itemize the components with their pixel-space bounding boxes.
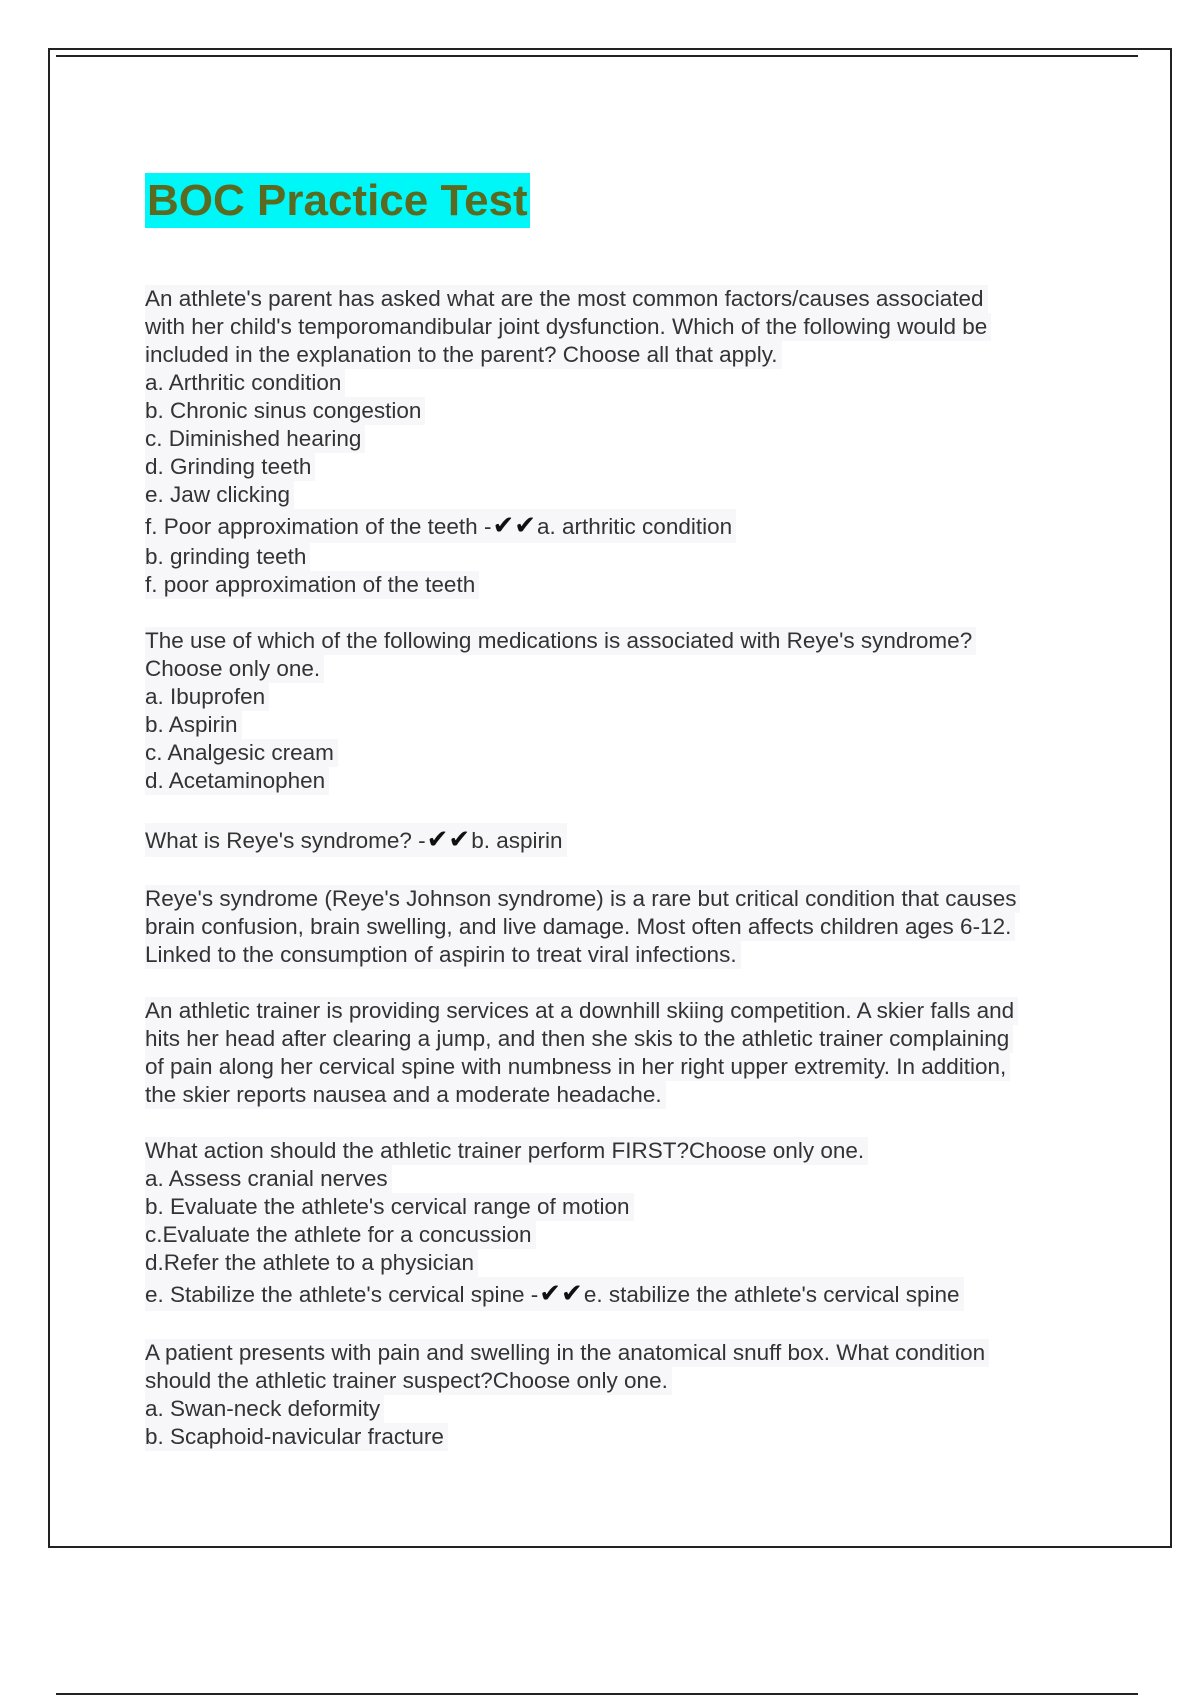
question-1-answer-line [145,509,736,543]
question-3-answer: b. aspirin [471,828,563,853]
checkmark-icon: ✔✔ [426,824,471,854]
question-3 [145,823,1085,857]
question-1-answer: f. poor approximation of the teeth [145,571,479,599]
scenario-line: of pain along her cervical spine with numbness in her right upper extremity. In addition, [145,1053,1010,1081]
question-5 [145,1339,1085,1451]
question-2-option: c. Analgesic cream [145,739,338,767]
question-4-last-option: e. Stabilize the athlete's cervical spine - [145,1282,539,1307]
question-1 [145,285,1085,599]
explanation-line: brain confusion, brain swelling, and live damage. Most often affects children ages 6-12. [145,913,1015,941]
question-5-prompt-line: should the athletic trainer suspect?Choose only one. [145,1367,672,1395]
question-5-option: a. Swan-neck deformity [145,1395,384,1423]
page-title: BOC Practice Test [145,173,530,228]
question-1-prompt-line: An athlete's parent has asked what are the most common factors/causes associated [145,285,988,313]
question-4-option: c.Evaluate the athlete for a concussion [145,1221,536,1249]
question-2-option: a. Ibuprofen [145,683,269,711]
question-5-option: b. Scaphoid-navicular fracture [145,1423,448,1451]
scenario-line: An athletic trainer is providing services at a downhill skiing competition. A skier falls and [145,997,1018,1025]
question-1-prompt-line: with her child's temporomandibular joint dysfunction. Which of the following would be [145,313,991,341]
explanation-line: Linked to the consumption of aspirin to treat viral infections. [145,941,741,969]
question-4 [145,1137,1085,1311]
question-1-answer: b. grinding teeth [145,543,310,571]
question-4-option: a. Assess cranial nerves [145,1165,392,1193]
question-1-prompt-line: included in the explanation to the parent? Choose all that apply. [145,341,782,369]
scenario-line: the skier reports nausea and a moderate headache. [145,1081,666,1109]
checkmark-icon: ✔✔ [492,510,537,540]
document-body [145,285,1085,1479]
question-4-option: b. Evaluate the athlete's cervical range of motion [145,1193,634,1221]
question-2-prompt-line: The use of which of the following medications is associated with Reye's syndrome? [145,627,976,655]
question-2-option: b. Aspirin [145,711,242,739]
question-2-option: d. Acetaminophen [145,767,329,795]
checkmark-icon: ✔✔ [539,1278,583,1308]
top-divider [56,55,1138,57]
bottom-divider [56,1693,1138,1695]
scenario [145,997,1085,1109]
question-3-line [145,823,567,857]
question-5-prompt-line: A patient presents with pain and swelling in the anatomical snuff box. What condition [145,1339,989,1367]
question-1-answer: a. arthritic condition [537,514,733,539]
question-4-answer: e. stabilize the athlete's cervical spine [583,1282,960,1307]
question-2 [145,627,1085,795]
scenario-line: hits her head after clearing a jump, and then she skis to the athletic trainer complaining [145,1025,1013,1053]
question-3-prompt: What is Reye's syndrome? - [145,828,426,853]
question-4-option: d.Refer the athlete to a physician [145,1249,478,1277]
explanation [145,885,1085,969]
question-1-option: d. Grinding teeth [145,453,315,481]
question-2-prompt-line: Choose only one. [145,655,324,683]
question-1-option: b. Chronic sinus congestion [145,397,425,425]
question-4-prompt: What action should the athletic trainer perform FIRST?Choose only one. [145,1137,868,1165]
explanation-line: Reye's syndrome (Reye's Johnson syndrome) is a rare but critical condition that causes [145,885,1020,913]
question-1-option: e. Jaw clicking [145,481,294,509]
question-1-option: a. Arthritic condition [145,369,345,397]
question-1-last-option: f. Poor approximation of the teeth - [145,514,492,539]
question-1-option: c. Diminished hearing [145,425,365,453]
question-4-answer-line [145,1277,964,1311]
